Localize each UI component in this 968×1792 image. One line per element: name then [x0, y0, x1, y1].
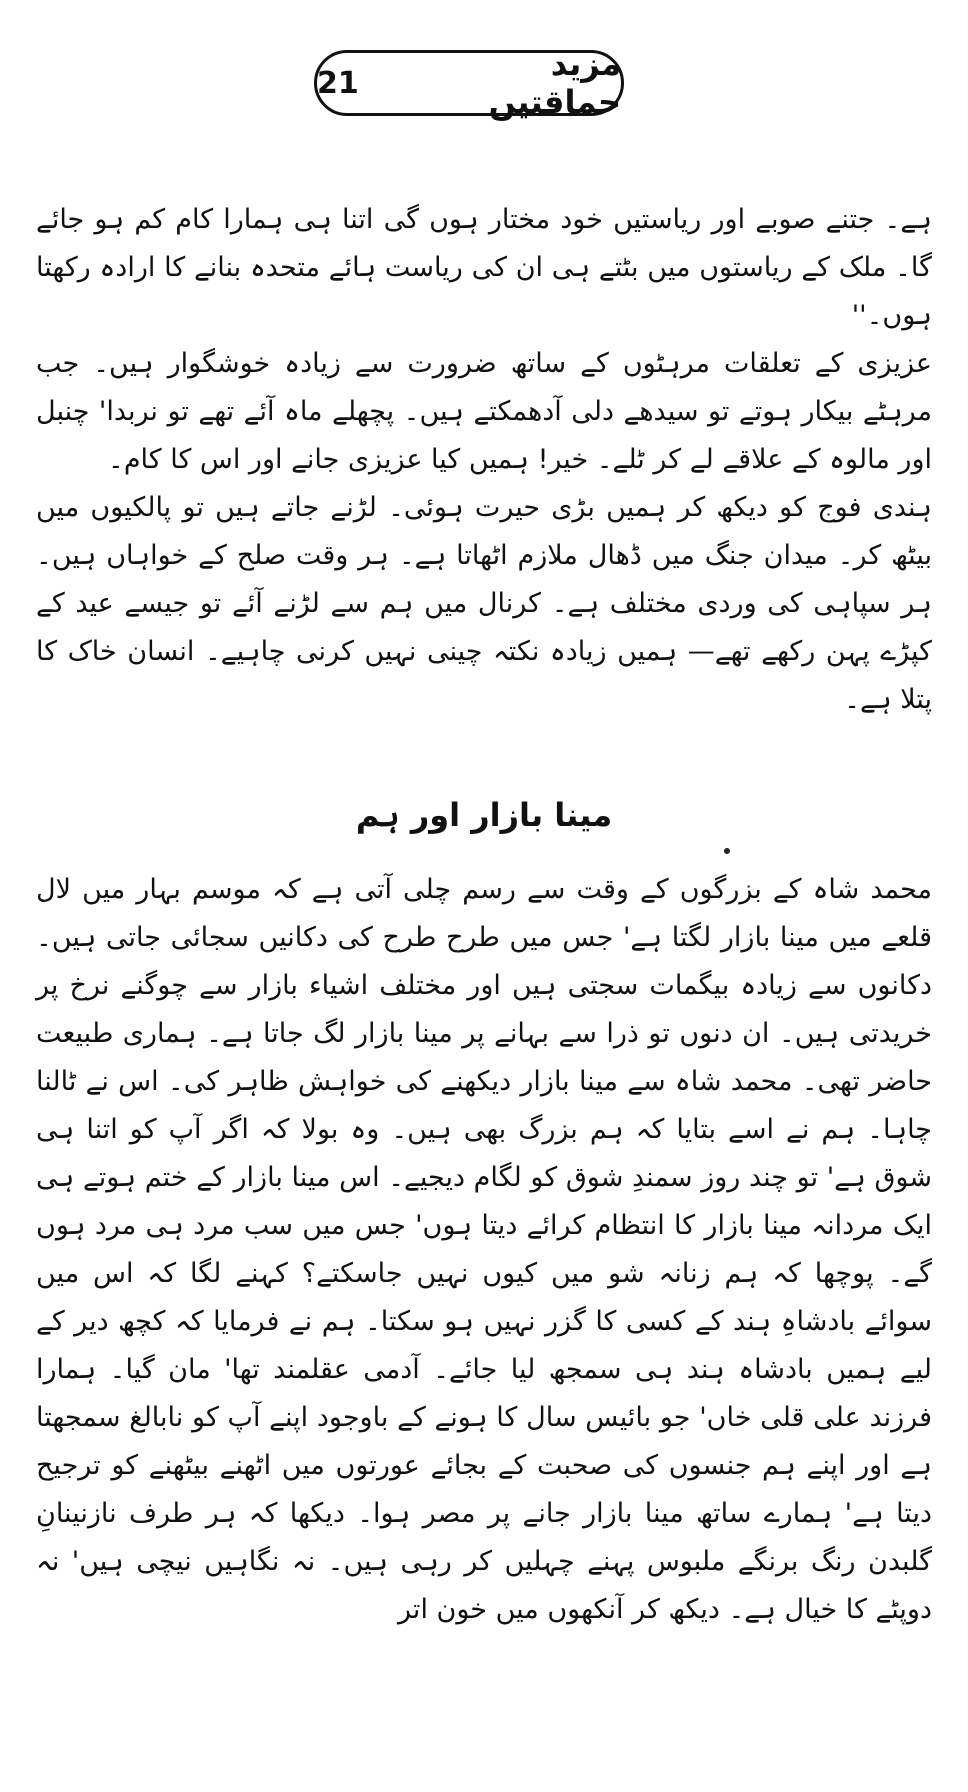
paragraph-provinces: ہے۔ جتنے صوبے اور ریاستیں خود مختار ہوں گی اتنا ہی ہمارا کام کم ہو جائے گا۔ ملک کے ریاستوں میں بٹتے ہی ان کی ریاست ہائے متحدہ بنانے کا ارادہ رکھتا ہوں۔'' — [36, 204, 932, 331]
paragraph-marathas: عزیزی کے تعلقات مرہٹوں کے ساتھ ضرورت سے زیادہ خوشگوار ہیں۔ جب مرہٹے بیکار ہوتے تو سیدھے دلی آدھمکتے ہیں۔ پچھلے ماہ آئے تھے تو نربدا' چنبل اور مالوہ کے علاقے لے کر ٹلے۔ خیر! ہمیں کیا عزیزی جانے اور اس کا کام۔ — [36, 348, 932, 475]
page-number: 21 — [317, 65, 359, 101]
section-mina-bazaar — [36, 866, 932, 1634]
section-heading: مینا بازار اور ہم — [355, 796, 613, 834]
ink-dot — [724, 848, 730, 854]
page-header — [314, 45, 624, 121]
section-intro — [36, 196, 932, 724]
paragraph-mina-bazaar: محمد شاہ کے بزرگوں کے وقت سے رسم چلی آتی ہے کہ موسم بہار میں لال قلعے میں مینا بازار لگتا ہے' جس میں طرح طرح کی دکانیں سجائی جاتی ہیں۔ دکانوں سے زیادہ بیگمات سجتی ہیں اور مختلف اشیاء بازار سے چوگنے نرخ پر خریدتی ہیں۔ ان دنوں تو ذرا سے بہانے پر مینا بازار لگ جاتا ہے۔ ہماری طبیعت حاضر تھی۔ محمد شاہ سے مینا بازار دیکھنے کی خواہش ظاہر کی۔ اس نے ٹالنا چاہا۔ ہم نے اسے بتایا کہ ہم بزرگ بھی ہیں۔ وہ بولا کہ اگر آپ کو اتنا ہی شوق ہے' تو چند روز سمندِ شوق کو لگام دیجیے۔ اس مینا بازار کے ختم ہوتے ہی ایک مردانہ مینا بازار کا انتظام کرائے دیتا ہوں' جس میں سب مرد ہی مرد ہوں گے۔ پوچھا کہ ہم زنانہ شو میں کیوں نہیں جاسکتے؟ کہنے لگا کہ اس میں سوائے بادشاہِ ہند کے کسی کا گزر نہیں ہو سکتا۔ ہم نے فرمایا کہ کچھ دیر کے لیے ہمیں بادشاہ ہند ہی سمجھ لیا جائے۔ آدمی عقلمند تھا' مان گیا۔ ہمارا فرزند علی قلی خاں' جو بائیس سال کا ہونے کے باوجود اپنے آپ کو نابالغ سمجھتا ہے اور اپنے ہم جنسوں کی صحبت کے بجائے عورتوں میں اٹھنے بیٹھنے کو ترجیح دیتا ہے' ہمارے ساتھ مینا بازار جانے پر مصر ہوا۔ دیکھا کہ ہر طرف نازنینانِ گلبدن رنگ برنگے ملبوس پہنے چہلیں کر رہی ہیں۔ نہ نگاہیں نیچی ہیں' نہ دوپٹے کا خیال ہے۔ دیکھ کر آنکھوں میں خون اتر — [36, 874, 932, 1625]
paragraph-indian-army: ہندی فوج کو دیکھ کر ہمیں بڑی حیرت ہوئی۔ لڑنے جاتے ہیں تو پالکیوں میں بیٹھ کر۔ میدان جنگ میں ڈھال ملازم اٹھاتا ہے۔ ہر وقت صلح کے خواہاں ہیں۔ ہر سپاہی کی وردی مختلف ہے۔ کرنال میں ہم سے لڑنے آئے تو جیسے عید کے کپڑے پہن رکھے تھے— ہمیں زیادہ نکتہ چینی نہیں کرنی چاہیے۔ انسان خاک کا پتلا ہے۔ — [36, 492, 932, 715]
book-title: مزید حماقتیں — [488, 45, 621, 121]
